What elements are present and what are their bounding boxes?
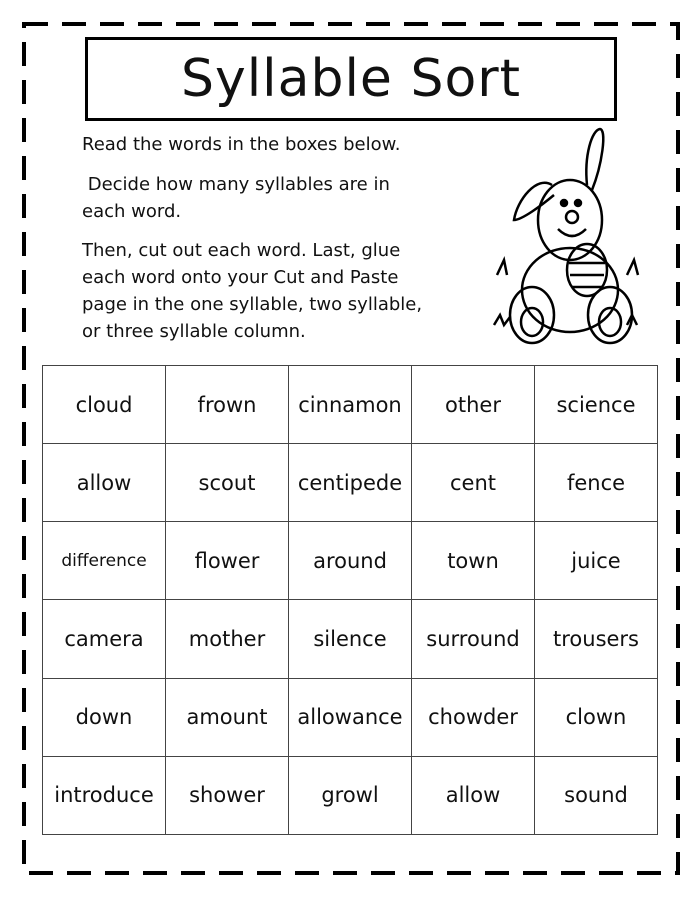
word-card[interactable]: shower	[166, 756, 289, 834]
word-card[interactable]: introduce	[43, 756, 166, 834]
word-card[interactable]: sound	[535, 756, 658, 834]
word-row	[43, 678, 658, 756]
word-row	[43, 756, 658, 834]
word-card[interactable]: difference	[43, 522, 166, 600]
instruction-line: page in the one syllable, two syllable,	[82, 294, 423, 315]
word-card[interactable]: flower	[166, 522, 289, 600]
word-card[interactable]: cent	[412, 444, 535, 522]
instruction-line: Read the words in the boxes below.	[82, 134, 401, 155]
word-card[interactable]: cloud	[43, 366, 166, 444]
page-title: Syllable Sort	[180, 49, 522, 109]
word-card[interactable]: juice	[535, 522, 658, 600]
instruction-line: Decide how many syllables are in	[82, 174, 390, 195]
word-card[interactable]: silence	[289, 600, 412, 678]
instruction-line: or three syllable column.	[82, 321, 306, 342]
word-card[interactable]: clown	[535, 678, 658, 756]
word-card[interactable]: fence	[535, 444, 658, 522]
word-grid	[42, 365, 658, 835]
word-card[interactable]: allowance	[289, 678, 412, 756]
word-card[interactable]: mother	[166, 600, 289, 678]
word-row	[43, 600, 658, 678]
word-card[interactable]: centipede	[289, 444, 412, 522]
word-card[interactable]: surround	[412, 600, 535, 678]
easter-bunny-illustration	[492, 125, 642, 347]
word-card[interactable]: camera	[43, 600, 166, 678]
title-box	[85, 37, 617, 121]
word-card[interactable]: growl	[289, 756, 412, 834]
word-card[interactable]: cinnamon	[289, 366, 412, 444]
word-card[interactable]: allow	[412, 756, 535, 834]
word-row	[43, 522, 658, 600]
word-card[interactable]: town	[412, 522, 535, 600]
word-card[interactable]: down	[43, 678, 166, 756]
word-card[interactable]: science	[535, 366, 658, 444]
word-row	[43, 444, 658, 522]
word-card[interactable]: frown	[166, 366, 289, 444]
word-card[interactable]: trousers	[535, 600, 658, 678]
word-card[interactable]: scout	[166, 444, 289, 522]
instruction-line: Then, cut out each word. Last, glue	[82, 240, 401, 261]
instruction-line: each word.	[82, 201, 182, 222]
word-card[interactable]: around	[289, 522, 412, 600]
word-card[interactable]: other	[412, 366, 535, 444]
word-card[interactable]: amount	[166, 678, 289, 756]
word-card[interactable]: allow	[43, 444, 166, 522]
word-row	[43, 366, 658, 444]
instruction-line: each word onto your Cut and Paste	[82, 267, 399, 288]
word-card[interactable]: chowder	[412, 678, 535, 756]
